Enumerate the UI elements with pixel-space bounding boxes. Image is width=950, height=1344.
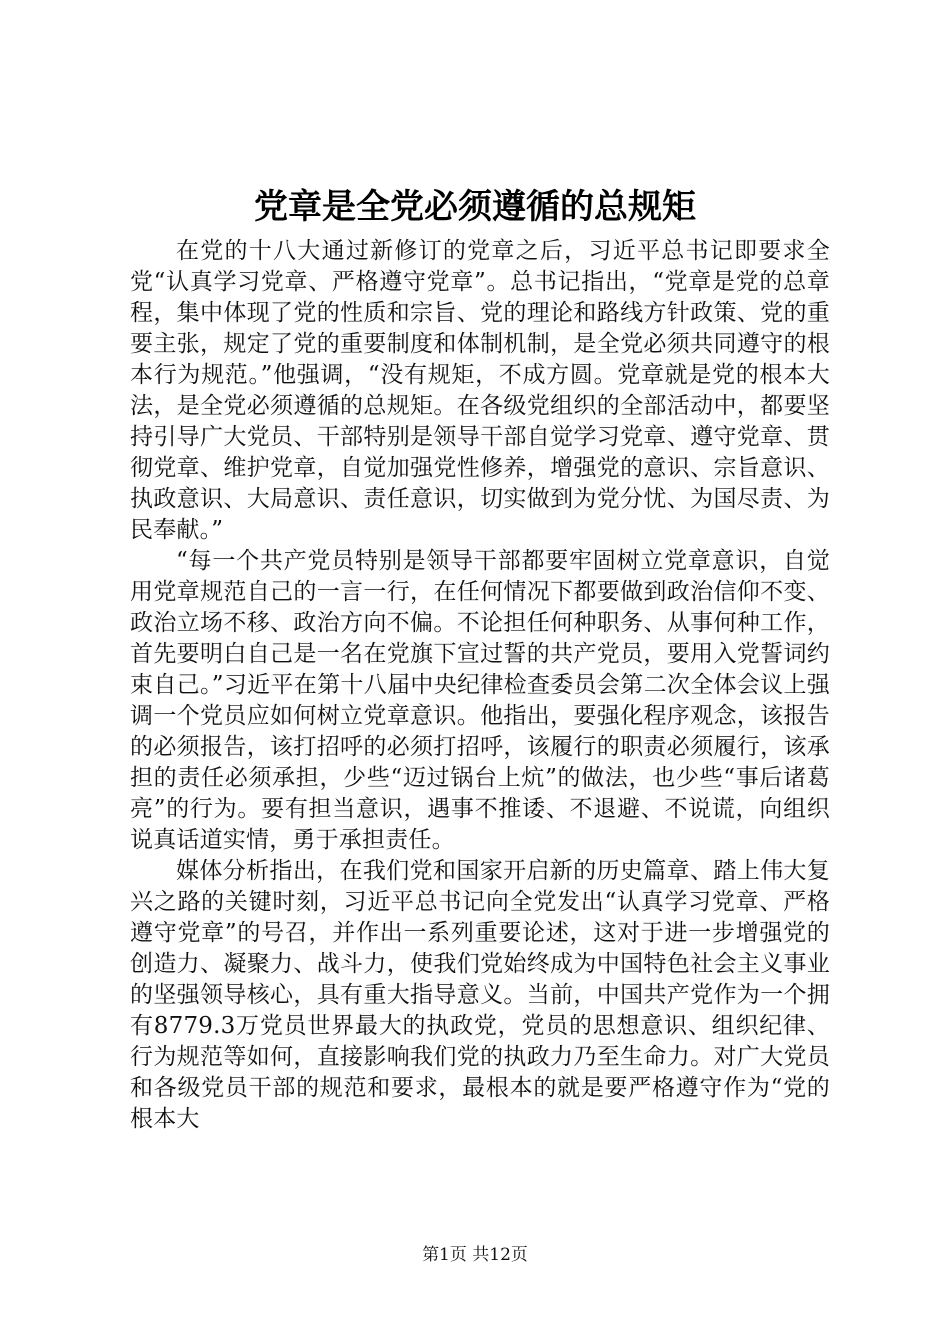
document-body (130, 236, 830, 1135)
paragraph-3: 媒体分析指出，在我们党和国家开启新的历史篇章、踏上伟大复兴之路的关键时刻，习近平总书记向全党发出“认真学习党章、严格遵守党章”的号召，并作出一系列重要论述，这对于进一步增强党的创造力、凝聚力、战斗力，使我们党始终成为中国特色社会主义事业的坚强领导核心，具有重大指导意义。当前，中国共产党作为一个拥有8779.3万党员世界最大的执政党，党员的思想意识、组织纪律、行为规范等如何，直接影响我们党的执政力乃至生命力。对广大党员和各级党员干部的规范和要求，最根本的就是要严格遵守作为“党的根本大 (130, 858, 830, 1132)
paragraph-1: 在党的十八大通过新修订的党章之后，习近平总书记即要求全党“认真学习党章、严格遵守党章”。总书记指出，“党章是党的总章程，集中体现了党的性质和宗旨、党的理论和路线方针政策、党的重要主张，规定了党的重要制度和体制机制，是全党必须共同遵守的根本行为规范。”他强调，“没有规矩，不成方圆。党章就是党的根本大法，是全党必须遵循的总规矩。在各级党组织的全部活动中，都要坚持引导广大党员、干部特别是领导干部自觉学习党章、遵守党章、贯彻党章、维护党章，自觉加强党性修养，增强党的意识、宗旨意识、执政意识、大局意识、责任意识，切实做到为党分忧、为国尽责、为民奉献。” (130, 238, 830, 543)
page-title: 党章是全党必须遵循的总规矩 (254, 187, 696, 227)
paragraph-2: “每一个共产党员特别是领导干部都要牢固树立党章意识，自觉用党章规范自己的一言一行，在任何情况下都要做到政治信仰不变、政治立场不移、政治方向不偏。不论担任何种职务、从事何种工作，首先要明白自己是一名在党旗下宣过誓的共产党员，要用入党誓词约束自己。”习近平在第十八届中央纪律检查委员会第二次全体会议上强调一个党员应如何树立党章意识。他指出，要强化程序观念，该报告的必须报告，该打招呼的必须打招呼，该履行的职责必须履行，该承担的责任必须承担，少些“迈过锅台上炕”的做法，也少些“事后诸葛亮”的行为。要有担当意识，遇事不推诿、不退避、不说谎，向组织说真话道实情，勇于承担责任。 (130, 548, 830, 853)
page-number-footer: 第1页 共12页 (422, 1245, 528, 1265)
